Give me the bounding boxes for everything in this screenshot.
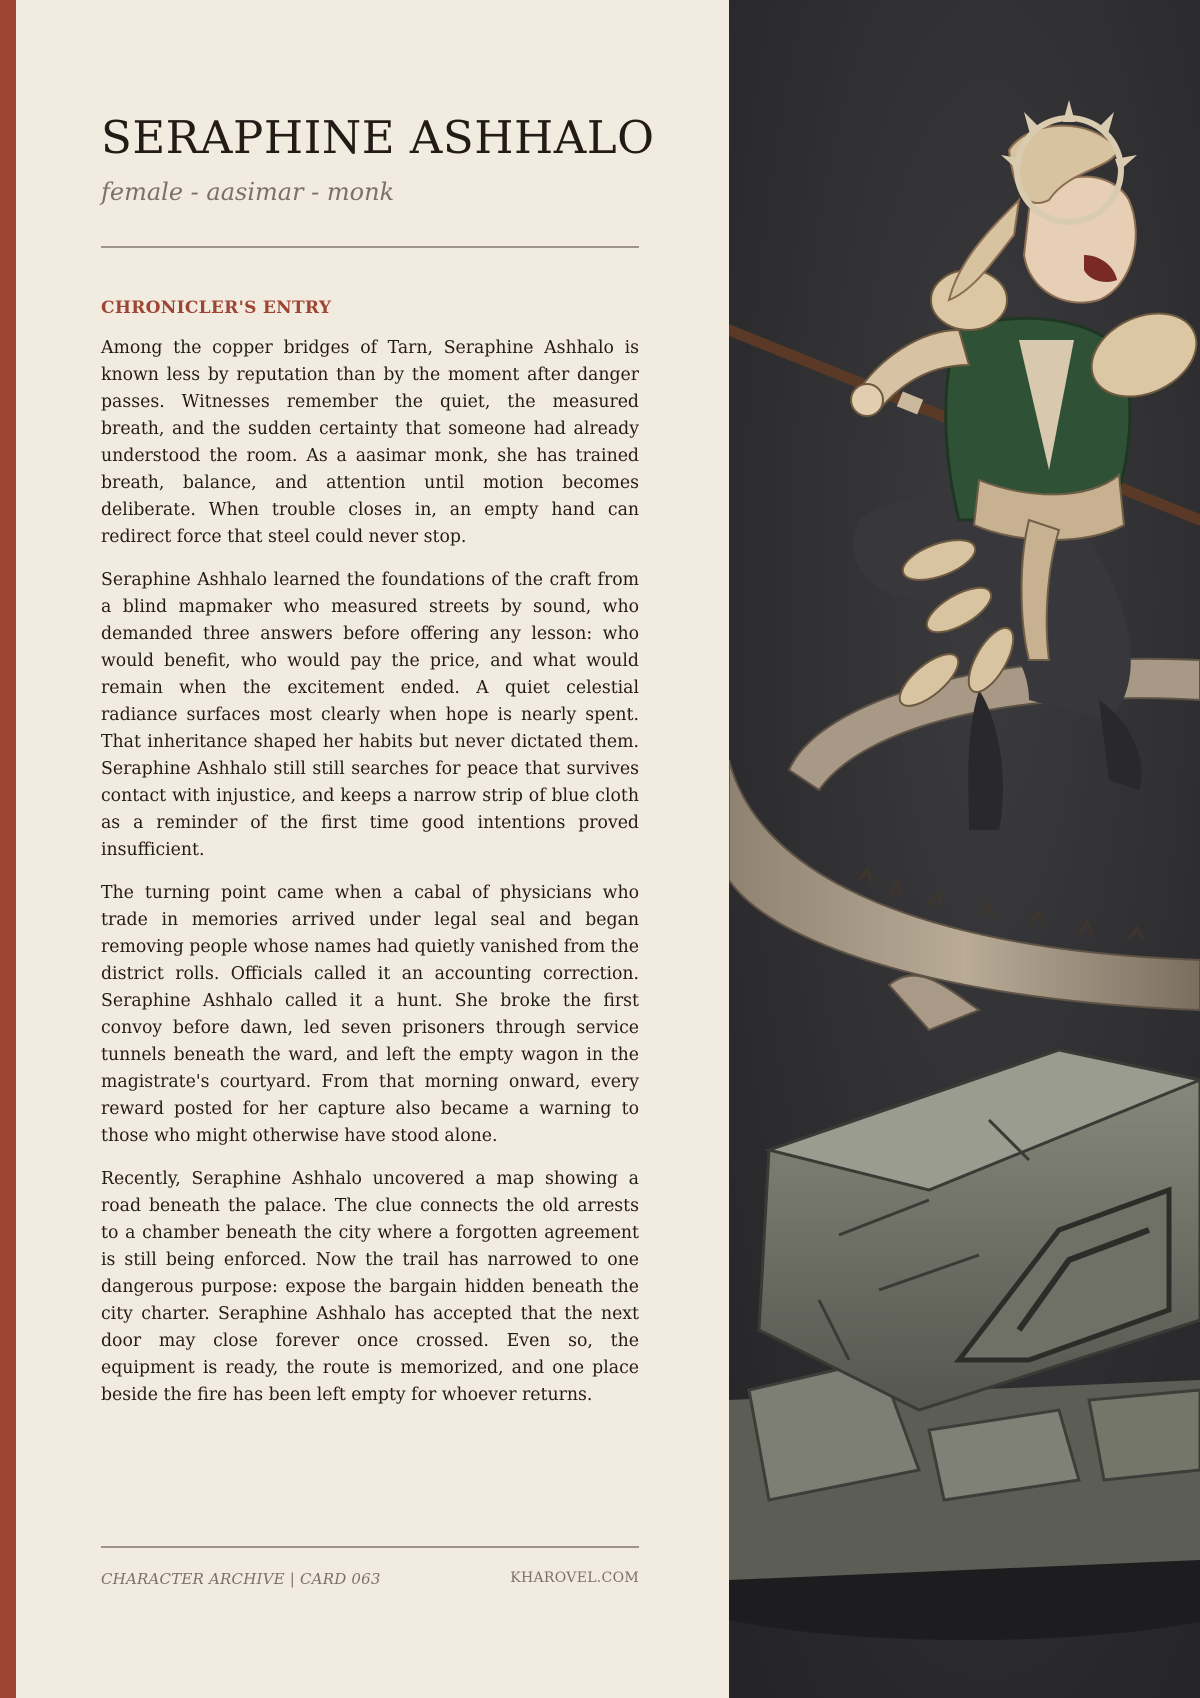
title-divider [101,246,639,248]
entry-paragraph-2: Seraphine Ashhalo learned the foundations of the craft from a blind mapmaker who measured streets by sound, who demanded three answers before offering any lesson: who would benefit, who would pay the price, and what would remain when the excitement ended. A quiet celestial radiance surfaces most clearly when hope is nearly spent. That inheritance shaped her habits but never dictated them. Seraphine Ashhalo still still searches for peace that survives contact with injustice, and keeps a narrow strip of blue cloth as a reminder of the first time good intentions proved insufficient. [101,570,639,860]
footer-row [101,1570,639,1588]
character-subtitle: female - aasimar - monk [101,178,395,206]
accent-bar [0,0,16,1698]
footer-divider [101,1546,639,1548]
text-panel [16,0,729,1698]
archive-label: CHARACTER ARCHIVE | CARD 063 [101,1570,381,1588]
content [101,110,655,1425]
base-stone [1089,1390,1200,1480]
character-name: SERAPHINE ASHHALO [101,111,655,164]
miniature-illustration [729,0,1200,1698]
site-label: KHAROVEL.COM [510,1570,639,1586]
entry-body [101,335,639,1409]
entry-paragraph-4: Recently, Seraphine Ashhalo uncovered a map showing a road beneath the palace. The clue connects the old arrests to a chamber beneath the city where a forgotten agreement is still being enforced. Now the trail has narrowed to one dangerous purpose: expose the bargain hidden beneath the city charter. Seraphine Ashhalo has accepted that the next door may close forever once crossed. Even so, the equipment is ready, the route is memorized, and one place beside the fire has been left empty for whoever returns. [101,1169,639,1405]
entry-paragraph-3: The turning point came when a cabal of physicians who trade in memories arrived under legal seal and began removing people whose names had quietly vanished from the district rolls. Officials called it an accounting correction. Seraphine Ashhalo called it a hunt. She broke the first convoy before dawn, led seven prisoners through service tunnels beneath the ward, and left the empty wagon in the magistrate's courtyard. From that morning onward, every reward posted for her capture also became a warning to those who might otherwise have stood alone. [101,883,639,1146]
footer [101,1546,639,1588]
entry-paragraph-1: Among the copper bridges of Tarn, Seraphine Ashhalo is known less by reputation than by the moment after danger passes. Witnesses remember the quiet, the measured breath, and the sudden certainty that someone had already understood the room. As a aasimar monk, she has trained breath, balance, and attention until motion becomes deliberate. When trouble closes in, an empty hand can redirect force that steel could never stop. [101,338,639,547]
section-heading: CHRONICLER'S ENTRY [101,298,332,318]
miniature-figure-image [729,0,1200,1698]
hand [851,384,883,416]
